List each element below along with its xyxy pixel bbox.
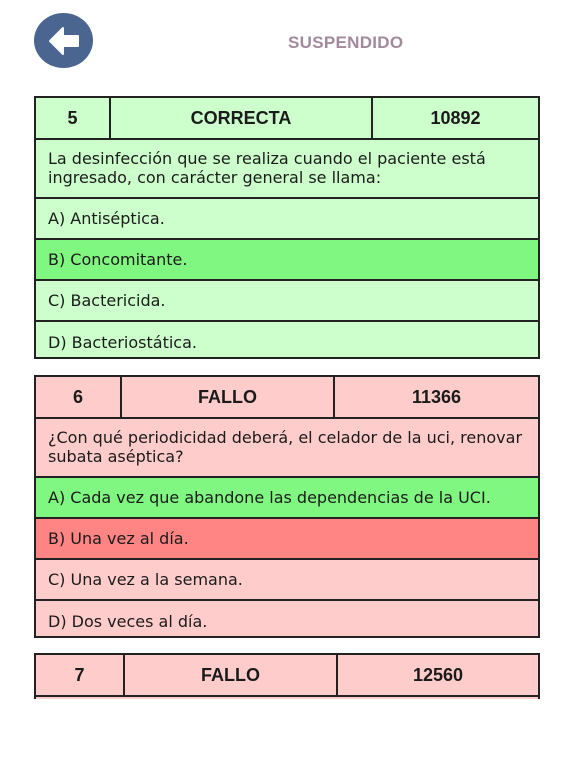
option-a[interactable]: A) Antiséptica. (36, 199, 538, 240)
question-card (34, 375, 540, 638)
question-result: FALLO (123, 655, 336, 695)
question-number: 6 (72, 386, 83, 407)
question-card-header (36, 377, 538, 419)
option-b[interactable]: B) Concomitante. (36, 240, 538, 281)
option-d[interactable]: D) Dos veces al día. (48, 612, 208, 631)
question-number: 7 (74, 664, 85, 685)
question-result: CORRECTA (109, 98, 371, 138)
back-button[interactable] (34, 13, 93, 68)
question-number: 5 (67, 107, 78, 128)
option-c[interactable]: C) Una vez a la semana. (36, 560, 538, 601)
question-text: La desinfección que se realiza cuando el paciente está ingresado, con carácter general se llama: (36, 140, 538, 199)
question-card (34, 96, 540, 359)
question-text: ¿Con qué periodicidad deberá, el celador de la uci, renovar subata aséptica? (36, 419, 538, 478)
header-bar (0, 0, 576, 84)
question-id: 11366 (333, 377, 538, 417)
question-card (34, 653, 540, 699)
option-a[interactable]: A) Cada vez que abandone las dependencias de la UCI. (36, 478, 538, 519)
question-id: 10892 (371, 98, 538, 138)
question-card-header (36, 655, 538, 697)
question-card-header (36, 98, 538, 140)
option-c[interactable]: C) Bactericida. (36, 281, 538, 322)
status-label: SUSPENDIDO (288, 33, 404, 52)
option-d[interactable]: D) Bacteriostática. (48, 333, 197, 352)
option-b[interactable]: B) Una vez al día. (36, 519, 538, 560)
question-id: 12560 (336, 655, 538, 695)
arrow-left-icon (47, 26, 81, 56)
question-result: FALLO (120, 377, 333, 417)
